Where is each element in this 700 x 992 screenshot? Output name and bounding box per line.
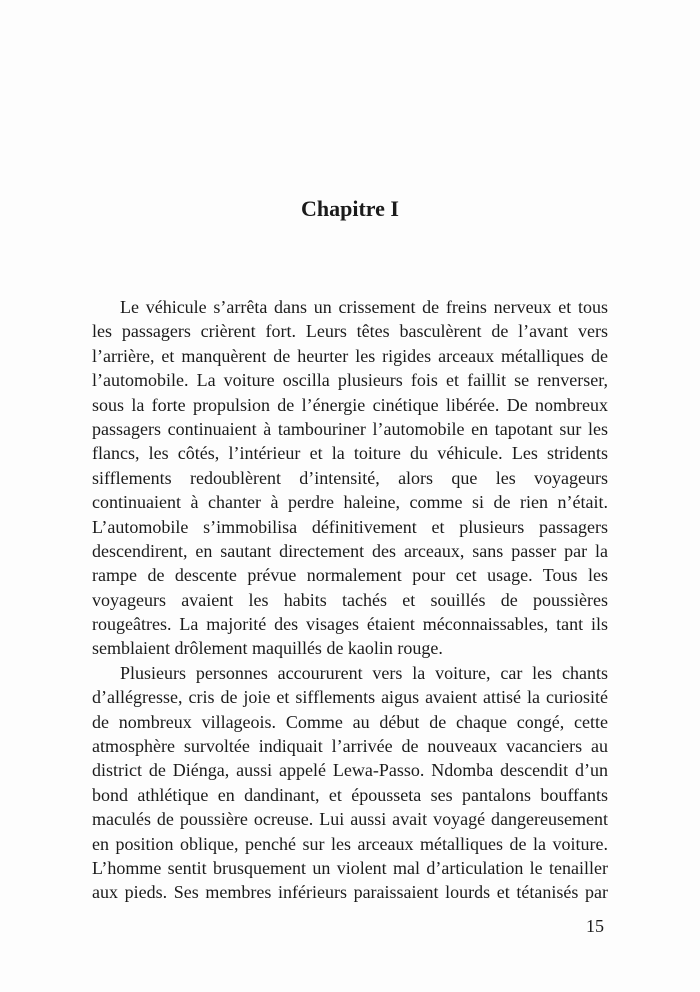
text-line: sous la forte propulsion de l’énergie cinétique libérée. De nombreux	[92, 394, 608, 415]
paragraph	[92, 661, 608, 905]
text-line: L’homme sentit brusquement un violent mal d’articulation le tenailler	[92, 857, 608, 878]
page-number: 15	[586, 915, 604, 936]
text-line: rampe de descente prévue normalement pour cet usage. Tous les	[92, 565, 608, 586]
text-line: aux pieds. Ses membres inférieurs paraissaient lourds et tétanisés par	[92, 882, 608, 903]
text-line: semblaient drôlement maquillés de kaolin rouge.	[92, 638, 443, 659]
text-line: passagers continuaient à tambouriner l’automobile en tapotant sur les	[92, 418, 608, 439]
text-line: l’automobile. La voiture oscilla plusieurs fois et faillit se renverser,	[92, 370, 608, 391]
text-line: descendirent, en sautant directement des arceaux, sans passer par la	[92, 540, 608, 561]
paragraph	[92, 295, 608, 661]
text-line: flancs, les côtés, l’intérieur et la toiture du véhicule. Les stridents	[92, 443, 608, 464]
text-line: de nombreux villageois. Comme au début de chaque congé, cette	[92, 711, 608, 732]
text-line: Plusieurs personnes accoururent vers la voiture, car les chants	[120, 662, 608, 683]
text-line: continuaient à chanter à perdre haleine, comme si de rien n’était.	[92, 492, 608, 513]
body-text	[92, 295, 608, 905]
text-line: bond athlétique en dandinant, et épousseta ses pantalons bouffants	[92, 784, 608, 805]
text-line: atmosphère survoltée indiquait l’arrivée de nouveaux vacanciers au	[92, 736, 608, 757]
text-line: en position oblique, penché sur les arceaux métalliques de la voiture.	[92, 833, 608, 854]
text-line: district de Diénga, aussi appelé Lewa-Passo. Ndomba descendit d’un	[92, 760, 608, 781]
text-line: sifflements redoublèrent d’intensité, alors que les voyageurs	[92, 467, 608, 488]
text-line: les passagers crièrent fort. Leurs têtes basculèrent de l’avant vers	[92, 321, 608, 342]
text-line: rougeâtres. La majorité des visages étaient méconnaissables, tant ils	[92, 614, 608, 635]
text-line: l’arrière, et manquèrent de heurter les rigides arceaux métalliques de	[92, 345, 608, 366]
chapter-title: Chapitre I	[301, 196, 399, 221]
text-line: maculés de poussière ocreuse. Lui aussi avait voyagé dangereusement	[92, 809, 608, 830]
text-line: L’automobile s’immobilisa définitivement et plusieurs passagers	[92, 516, 608, 537]
text-line: Le véhicule s’arrêta dans un crissement de freins nerveux et tous	[120, 297, 608, 317]
text-line: voyageurs avaient les habits tachés et souillés de poussières	[92, 589, 608, 610]
text-line: d’allégresse, cris de joie et sifflements aigus avaient attisé la curiosité	[92, 687, 608, 708]
